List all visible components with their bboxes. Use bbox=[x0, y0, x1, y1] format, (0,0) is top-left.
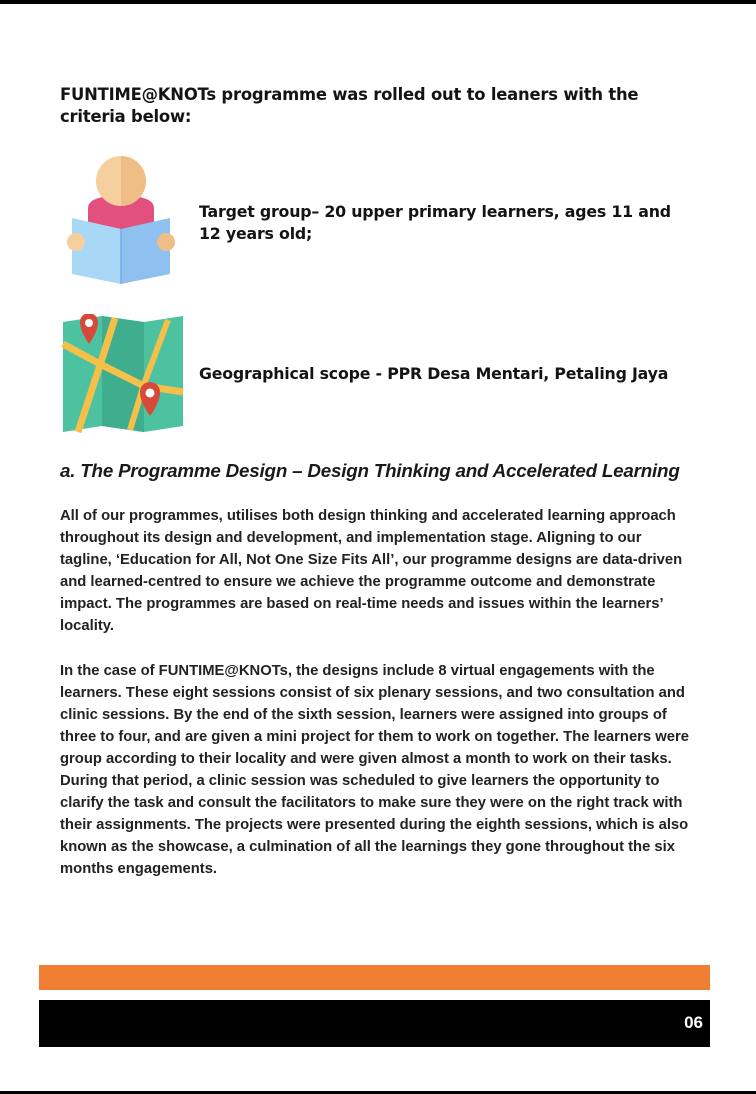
map-pin-icon bbox=[60, 314, 186, 434]
top-border bbox=[0, 0, 756, 4]
intro-text: FUNTIME@KNOTs programme was rolled out to leaners with the criteria below: bbox=[60, 85, 639, 126]
criteria-geographical-scope: Geographical scope - PPR Desa Mentari, Petaling Jaya bbox=[199, 364, 669, 383]
body-paragraph-design: All of our programmes, utilises both design thinking and accelerated learning approach throughout its design and development, and implementation stage. Aligning to our tagline, ‘Education for All, Not One Size Fits All’, our programme designs are data-driven and learned-centred to ensure we achieve the programme outcome and demonstrate impact. The programmes are based on real-time needs and issues within the learners’ locality. bbox=[60, 508, 683, 634]
section-heading: a. The Programme Design – Design Thinking and Accelerated Learning bbox=[60, 460, 680, 481]
footer-accent-bar bbox=[39, 965, 710, 990]
criteria-target-group: Target group– 20 upper primary learners, ages 11 and 12 years old; bbox=[199, 202, 671, 243]
body-paragraph-funtime: In the case of FUNTIME@KNOTs, the designs include 8 virtual engagements with the learners. These eight sessions consist of six plenary sessions, and two consultation and clinic sessions. By the end of the sixth session, learners were assigned into groups of three to four, and are given a mini project for them to work on together. The learners were group according to their locality and were given almost a month to work on their tasks. During that period, a clinic session was scheduled to give learners the opportunity to clarify the task and consult the facilitators to make sure they were on the right track with their assignments. The projects were presented during the eighth sessions, which is also known as the showcase, a culmination of all the learnings they gone throughout the six months engagements. bbox=[60, 663, 689, 877]
footer-bar bbox=[39, 1000, 710, 1047]
reading-child-icon bbox=[66, 156, 176, 286]
page-number: 06 bbox=[684, 1013, 703, 1032]
